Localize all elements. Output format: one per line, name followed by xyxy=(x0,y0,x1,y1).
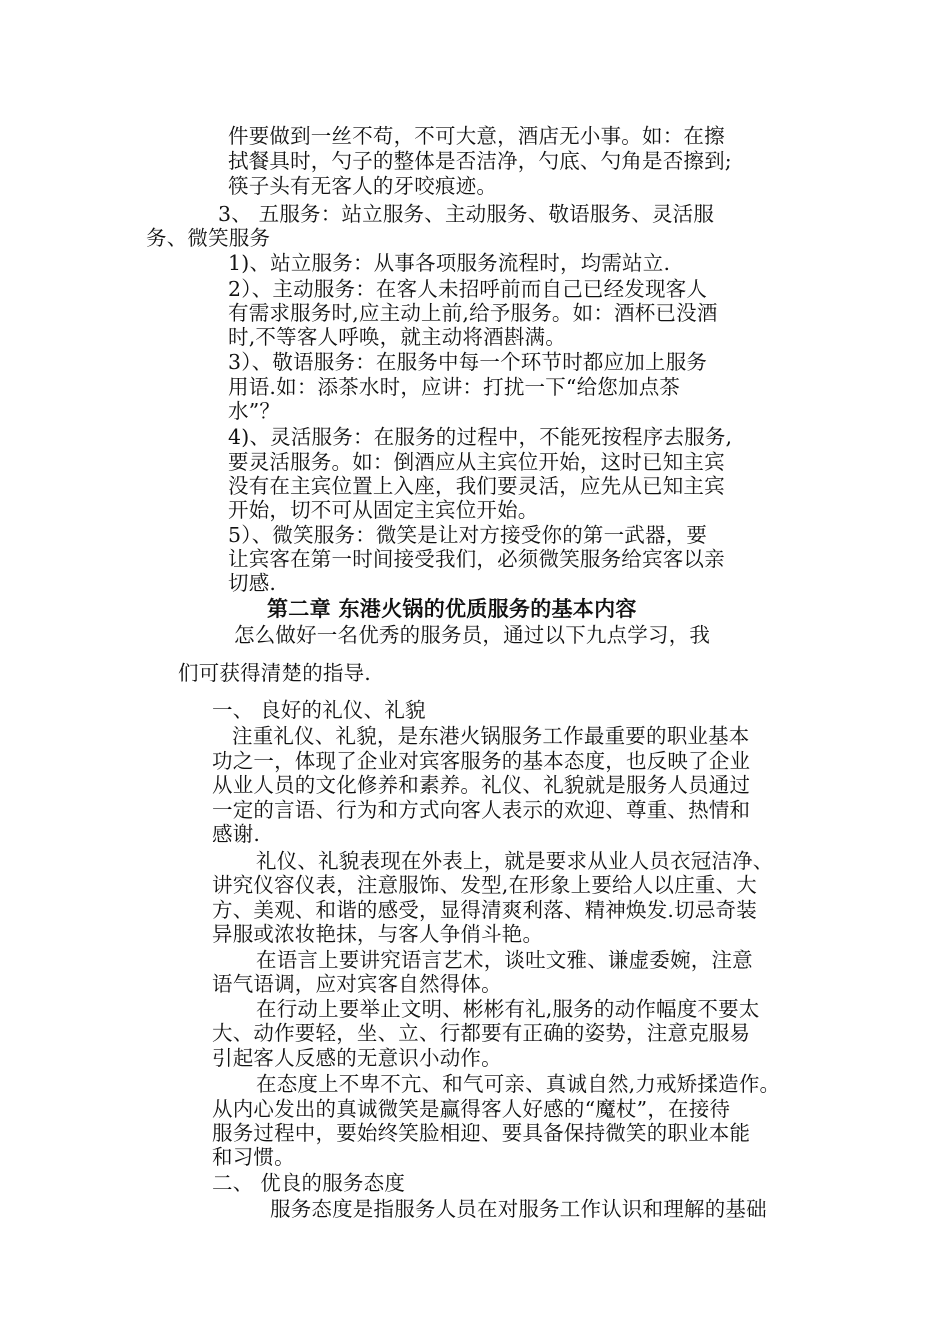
text-line: 3）、敬语服务：在服务中每一个环节时都应加上服务 xyxy=(228,350,708,374)
text-line: 切感. xyxy=(228,571,277,595)
text-line: 3、 五服务：站立服务、主动服务、敬语服务、灵活服 xyxy=(218,202,715,226)
text-line: 服务过程中，要始终笑脸相迎、要具备保持微笑的职业本能 xyxy=(212,1121,751,1145)
text-line: 2）、主动服务：在客人未招呼前而自己已经发现客人 xyxy=(228,277,708,301)
text-line: 礼仪、礼貌表现在外表上，就是要求从业人员衣冠洁净、 xyxy=(256,849,774,873)
text-line: 功之一，体现了企业对宾客服务的基本态度，也反映了企业 xyxy=(212,749,751,773)
text-line: 讲究仪容仪表，注意服饰、发型,在形象上要给人以庄重、大 xyxy=(212,873,757,897)
section-heading: 二、 优良的服务态度 xyxy=(212,1171,406,1195)
text-line: 从业人员的文化修养和素养。礼仪、礼貌就是服务人员通过 xyxy=(212,773,751,797)
text-line: 大、动作要轻，坐、立、行都要有正确的姿势，注意克服易 xyxy=(212,1021,751,1045)
chapter-heading: 第二章 东港火锅的优质服务的基本内容 xyxy=(267,596,637,621)
text-line: 用语.如：添茶水时，应讲：打扰一下“给您加点茶 xyxy=(228,375,681,399)
text-line: 5）、微笑服务：微笑是让对方接受你的第一武器，要 xyxy=(228,523,708,547)
text-line: 要灵活服务。如：倒酒应从主宾位开始，这时已知主宾 xyxy=(228,450,725,474)
text-line: 筷子头有无客人的牙咬痕迹。 xyxy=(228,174,498,198)
text-line: 有需求服务时,应主动上前,给予服务。如：酒杯已没酒 xyxy=(228,301,718,325)
text-line: 水”？ xyxy=(228,399,281,423)
section-heading: 一、 良好的礼仪、礼貌 xyxy=(212,698,426,722)
text-line: 没有在主宾位置上入座，我们要灵活，应先从已知主宾 xyxy=(228,474,725,498)
text-line: 和习惯。 xyxy=(212,1145,295,1169)
text-line: 怎么做好一名优秀的服务员，通过以下九点学习，我 xyxy=(234,623,711,647)
text-line: 一定的言语、行为和方式向客人表示的欢迎、尊重、热情和 xyxy=(212,798,751,822)
text-line: 开始，切不可从固定主宾位开始。 xyxy=(228,498,539,522)
text-line: 在行动上要举止文明、彬彬有礼,服务的动作幅度不要太 xyxy=(256,997,760,1021)
text-line: 时,不等客人呼唤，就主动将酒斟满。 xyxy=(228,325,566,349)
text-line: 从内心发出的真诚微笑是赢得客人好感的“魔杖”，在接待 xyxy=(212,1097,731,1121)
text-line: 异服或浓妆艳抹，与客人争俏斗艳。 xyxy=(212,922,544,946)
text-line: 让宾客在第一时间接受我们，必须微笑服务给宾客以亲 xyxy=(228,547,725,571)
text-line: 1)、站立服务：从事各项服务流程时，均需站立. xyxy=(228,251,671,275)
text-line: 引起客人反感的无意识小动作。 xyxy=(212,1046,502,1070)
text-line: 注重礼仪、礼貌，是东港火锅服务工作最重要的职业基本 xyxy=(232,724,750,748)
text-line: 拭餐具时，勺子的整体是否洁净，勺底、勺角是否擦到; xyxy=(228,149,732,173)
text-line: 在态度上不卑不亢、和气可亲、真诚自然,力戒矫揉造作。 xyxy=(256,1072,781,1096)
text-line: 服务态度是指服务人员在对服务工作认识和理解的基础 xyxy=(270,1197,767,1221)
text-line: 感谢. xyxy=(212,822,261,846)
text-line: 语气语调，应对宾客自然得体。 xyxy=(212,972,502,996)
text-line: 方、美观、和谐的感受，显得清爽利落、精神焕发.切忌奇装 xyxy=(212,898,757,922)
text-line: 4)、灵活服务：在服务的过程中，不能死按程序去服务, xyxy=(228,425,733,449)
text-line: 们可获得清楚的指导. xyxy=(178,661,372,685)
text-line: 在语言上要讲究语言艺术，谈吐文雅、谦虚委婉，注意 xyxy=(256,948,753,972)
text-line: 务、微笑服务 xyxy=(146,226,271,250)
text-line: 件要做到一丝不苟，不可大意，酒店无小事。如：在擦 xyxy=(228,124,725,148)
